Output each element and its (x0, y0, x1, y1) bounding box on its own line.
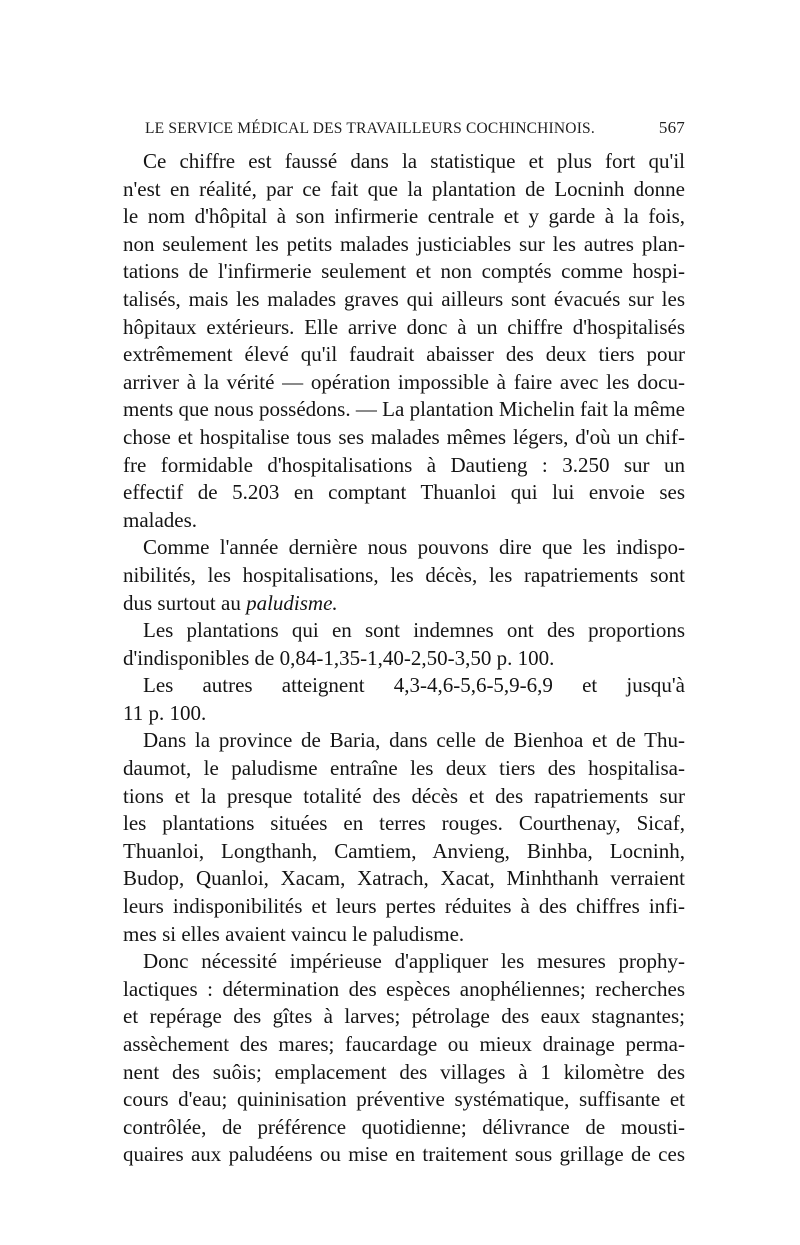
text-line: hôpitaux extérieurs. Elle arrive donc à un chiffre d'hospitalisés (123, 314, 685, 339)
text-line: 11 p. 100. (123, 700, 207, 725)
text-line: lactiques : détermination des espèces anophéliennes; recherches (123, 976, 685, 1001)
running-head-title: LE SERVICE MÉDICAL DES TRAVAILLEURS COCHINCHINOIS. (145, 120, 595, 137)
text-line: les plantations situées en terres rouges. Courthenay, Sicaf, (123, 811, 685, 836)
text-line: extrêmement élevé qu'il faudrait abaisser des deux tiers pour (123, 342, 685, 367)
text-line: tations de l'infirmerie seulement et non comptés comme hospi- (123, 259, 685, 284)
text-line: daumot, le paludisme entraîne les deux tiers des hospitalisa- (123, 756, 685, 781)
text-line: nibilités, les hospitalisations, les décès, les rapatriements sont (123, 562, 685, 587)
text-line: le nom d'hôpital à son infirmerie centrale et y garde à la fois, (123, 204, 685, 229)
text-line: Ce chiffre est faussé dans la statistique et plus fort qu'il (143, 149, 685, 173)
text-line: arriver à la vérité — opération impossible à faire avec les docu- (123, 369, 685, 394)
text-line: non seulement les petits malades justiciables sur les autres plan- (123, 231, 685, 256)
text-line: Budop, Quanloi, Xacam, Xatrach, Xacat, Minhthanh verraient (123, 866, 685, 891)
text-line: nent des suôis; emplacement des villages à 1 kilomètre des (123, 1059, 685, 1084)
running-head (123, 118, 685, 140)
text-line: Donc nécessité impérieuse d'appliquer les mesures prophy- (143, 949, 685, 974)
text-line: quaires aux paludéens ou mise en traitement sous grillage de ces (123, 1142, 685, 1167)
text-line: Comme l'année dernière nous pouvons dire que les indispo- (143, 535, 685, 560)
text-line: d'indisponibles de 0,84-1,35-1,40-2,50-3,50 p. 100. (123, 645, 555, 670)
text-line: tions et la presque totalité des décès et des rapatriements sur (123, 783, 685, 808)
text-line: malades. (123, 507, 198, 532)
text-line: contrôlée, de préférence quotidienne; délivrance de mousti- (123, 1114, 685, 1139)
text-line: Dans la province de Baria, dans celle de Bienhoa et de Thu- (143, 728, 685, 753)
text-line: effectif de 5.203 en comptant Thuanloi qui lui envoie ses (123, 480, 685, 505)
text-segment: dus surtout au (123, 590, 247, 615)
text-line (123, 590, 685, 618)
emphasized-word: paludisme. (246, 590, 338, 615)
text-line: chose et hospitalise tous ses malades mêmes légers, d'où un chif- (123, 424, 685, 449)
text-line: n'est en réalité, par ce fait que la plantation de Locninh donne (123, 176, 685, 201)
text-line: Les autres atteignent 4,3-4,6-5,6-5,9-6,9 et jusqu'à (143, 673, 685, 698)
text-line: Thuanloi, Longthanh, Camtiem, Anvieng, Binhba, Locninh, (123, 838, 685, 863)
text-line: Les plantations qui en sont indemnes ont des proportions (143, 618, 685, 643)
text-line: et repérage des gîtes à larves; pétrolage des eaux stagnantes; (123, 1004, 685, 1029)
text-line: assèchement des mares; faucardage ou mieux drainage perma- (123, 1032, 685, 1056)
text-line: cours d'eau; quininisation préventive systématique, suffisante et (123, 1087, 685, 1112)
text-line: ments que nous possédons. — La plantation Michelin fait la même (123, 397, 685, 422)
book-page (123, 118, 685, 1169)
page-number: 567 (658, 118, 685, 137)
body-text (123, 148, 685, 1169)
text-line: mes si elles avaient vaincu le paludisme. (123, 921, 465, 946)
text-line: leurs indisponibilités et leurs pertes réduites à des chiffres infi- (123, 894, 685, 919)
text-line: fre formidable d'hospitalisations à Dautieng : 3.250 sur un (123, 452, 685, 477)
text-line: talisés, mais les malades graves qui ailleurs sont évacués sur les (123, 286, 685, 311)
